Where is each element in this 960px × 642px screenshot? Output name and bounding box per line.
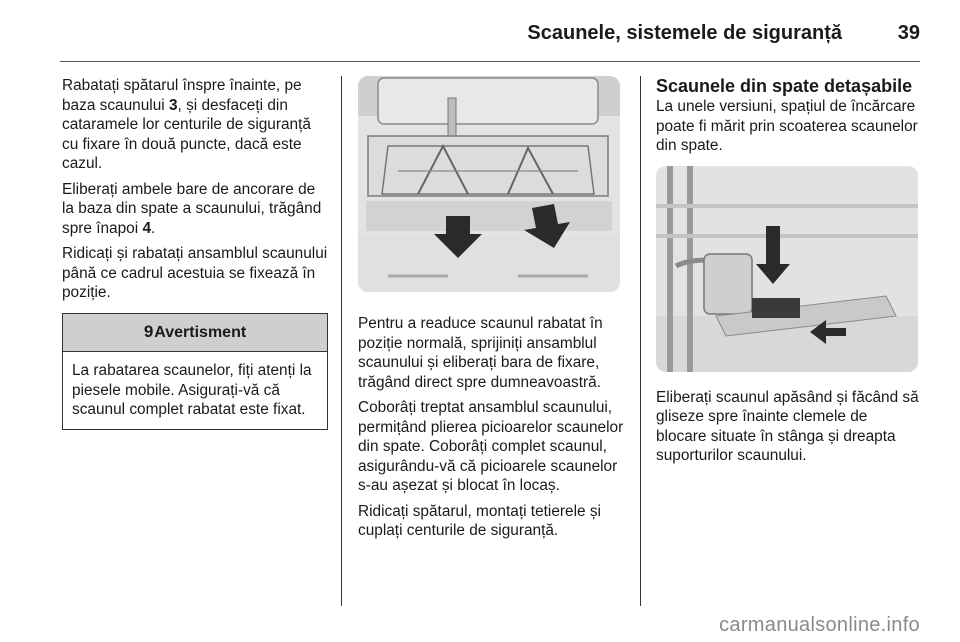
paragraph: Pentru a readuce scaunul rabatat în poziție normală, sprijiniți ansamblul scaunului și eliberați bara de fixare, trăgând direct spre dumneavoastră. <box>358 315 603 391</box>
page-number: 39 <box>897 22 920 44</box>
seat-removal-illustration <box>656 166 918 372</box>
paragraph: Ridicați spătarul, montați tetierele și cuplați centurile de siguranță. <box>358 502 601 539</box>
column-right <box>656 76 922 472</box>
warning-box <box>62 313 328 430</box>
text: , și desfaceți din cataramele lor centurile de siguranță cu fixare în două puncte, dacă este cazul. <box>62 96 311 172</box>
step-number: 4 <box>142 219 151 237</box>
text: . <box>151 219 156 237</box>
section-title: Scaunele din spate detașabile <box>656 76 913 96</box>
page-title: Scaunele, sistemele de siguranță <box>527 22 842 44</box>
watermark: carmanualsonline.info <box>719 614 920 636</box>
warning-text: La rabatarea scaunelor, fiți atenți la piesele mobile. Asigurați-vă că scaunul complet rabatat este fixat. <box>72 362 312 418</box>
warning-title: Avertisment <box>154 323 247 341</box>
paragraph: La unele versiuni, spațiul de încărcare poate fi mărit prin scoaterea scaunelor din spate. <box>656 98 918 154</box>
step-number: 3 <box>168 96 178 114</box>
warning-header <box>63 314 327 353</box>
paragraph <box>62 180 328 239</box>
column-middle <box>358 76 626 547</box>
column-divider <box>341 76 342 606</box>
page-header <box>60 14 920 62</box>
seat-folding-illustration <box>358 76 620 292</box>
paragraph: Coborâți treptat ansamblul scaunului, permițând plierea picioarelor scaunelor din spate. Coborâți complet scaunul, asigurându-vă că picioarele scaunelor s-au așezat și blocat în locaș. <box>358 399 624 494</box>
text: Rabatați spătarul înspre înainte, pe baza scaunului <box>62 77 302 114</box>
paragraph: Eliberați scaunul apăsând și făcând să gliseze spre înainte clemele de blocare situate în stânga și dreapta suporturilor scaunului. <box>656 388 919 464</box>
paragraph <box>62 76 328 174</box>
column-left <box>62 76 328 430</box>
warning-icon: 9 <box>143 321 154 341</box>
paragraph: Ridicați și rabatați ansamblul scaunului până ce cadrul acestuia se fixează în poziție. <box>62 245 328 301</box>
text: Eliberați ambele bare de ancorare de la baza din spate a scaunului, trăgând spre înapoi <box>62 180 322 237</box>
column-divider <box>640 76 641 606</box>
